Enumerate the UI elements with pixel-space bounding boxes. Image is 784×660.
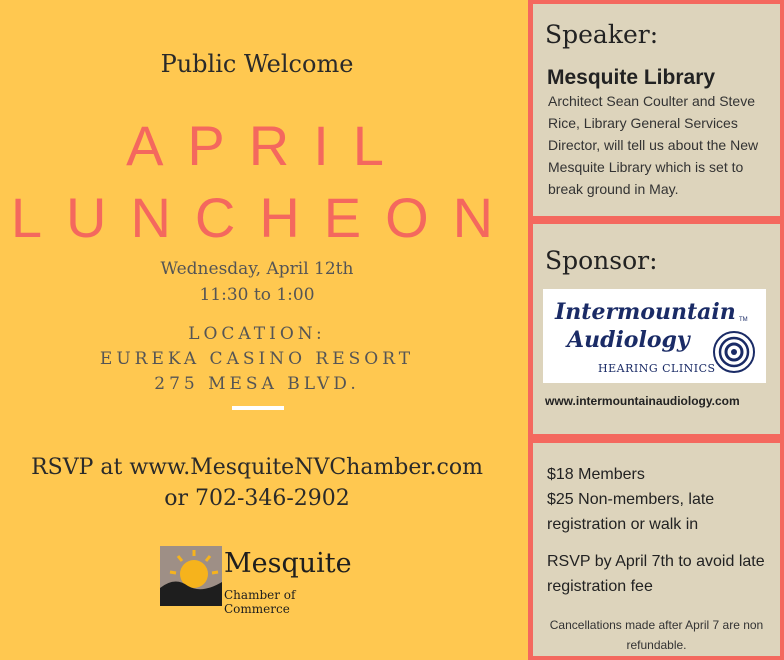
- rsvp-info: [0, 452, 514, 514]
- speaker-heading: Speaker:: [545, 20, 659, 49]
- price-members: $18 Members: [547, 466, 645, 483]
- sponsor-logo-tagline: HEARING CLINICS: [598, 362, 716, 375]
- location-address: 275 MESA BLVD.: [154, 374, 360, 394]
- speaker-description: Architect Sean Coulter and Steve Rice, Library General Services Director, will tell us about the New Mesquite Library which is set to break ground in May.: [548, 93, 759, 197]
- event-time: 11:30 to 1:00: [199, 285, 315, 305]
- location-name: EUREKA CASINO RESORT: [99, 349, 415, 369]
- speaker-name: Mesquite Library: [547, 66, 716, 89]
- sponsor-url: www.intermountainaudiology.com: [545, 394, 740, 408]
- sponsor-heading: Sponsor:: [545, 246, 658, 275]
- rsvp-website: RSVP at www.MesquiteNVChamber.com: [31, 455, 483, 480]
- pricing-panel: [533, 443, 780, 656]
- speaker-panel: [533, 4, 780, 216]
- sponsor-logo-tm: TM: [739, 317, 748, 323]
- rsvp-phone: or 702-346-2902: [164, 486, 350, 511]
- chamber-subtitle: Chamber of Commerce: [224, 588, 296, 616]
- chamber-name: Mesquite: [224, 548, 352, 579]
- rsvp-deadline: RSVP by April 7th to avoid late registration fee: [547, 553, 765, 595]
- event-date: Wednesday, April 12th: [160, 259, 354, 279]
- event-title-line1: APRIL: [126, 114, 408, 177]
- sound-swirl-icon: [711, 329, 757, 375]
- cancellation-policy: Cancellations made after April 7 are non refundable.: [549, 618, 764, 652]
- chamber-logo: [160, 546, 360, 616]
- public-welcome-text: Public Welcome: [160, 50, 354, 78]
- sponsor-logo-line1: Intermountain: [555, 299, 736, 325]
- sponsor-logo-line2: Audiology: [567, 327, 690, 353]
- event-title-line2: LUNCHEON: [10, 186, 518, 249]
- divider: [232, 406, 284, 410]
- event-datetime: [0, 256, 514, 308]
- event-location: [0, 322, 514, 397]
- sponsor-logo: [543, 289, 766, 383]
- sun-mountain-logo-icon: [160, 546, 222, 606]
- location-label: LOCATION:: [188, 324, 326, 344]
- sponsor-panel: [533, 224, 780, 434]
- price-non-members: $25 Non-members, late registration or walk in: [547, 491, 715, 533]
